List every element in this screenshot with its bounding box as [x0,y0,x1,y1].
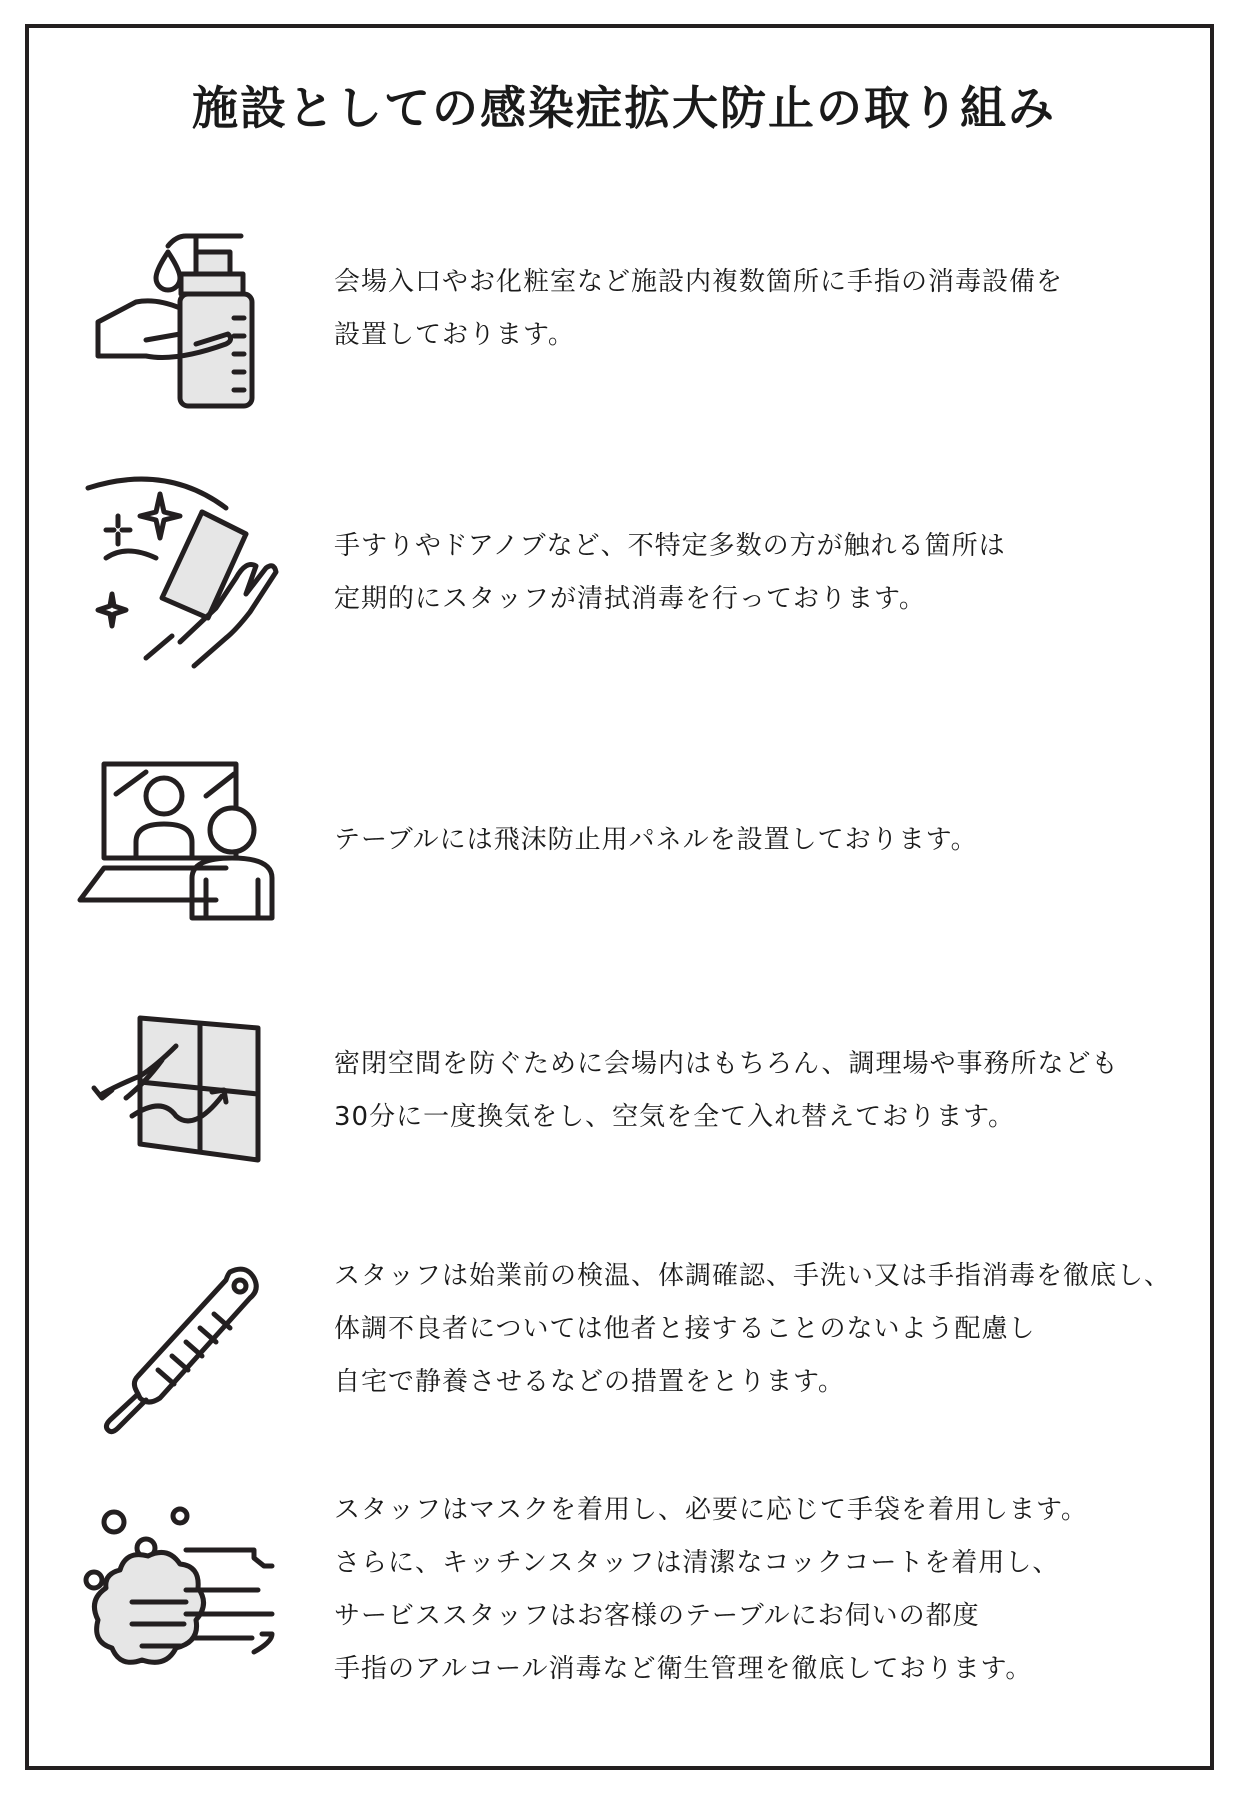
measure-text: スタッフはマスクを着用し、必要に応じて手袋を着用します。 さらに、キッチンスタッフは清潔なコックコートを着用し、 サービススタッフはお客様のテーブルにお伺いの都度 手指のアルコール消毒など衛生管理を徹底しております。 [334,1495,1088,1684]
thermometer-icon [76,1250,296,1470]
hand-washing-icon [76,1492,296,1712]
measure-text: 手すりやドアノブなど、不特定多数の方が触れる箇所は 定期的にスタッフが清拭消毒を行っております。 [334,531,1006,614]
measure-text: テーブルには飛沫防止用パネルを設置しております。 [334,825,978,855]
measure-text: 密閉空間を防ぐために会場内はもちろん、調理場や事務所なども 30分に一度換気をし、空気を全て入れ替えております。 [334,1049,1119,1132]
measure-text: 会場入口やお化粧室など施設内複数箇所に手指の消毒設備を 設置しております。 [334,267,1064,350]
wiping-cloth-icon [76,468,296,688]
hand-sanitizer-icon [76,222,296,442]
measure-text: スタッフは始業前の検温、体調確認、手洗い又は手指消毒を徹底し、 体調不良者については他者と接することのないよう配慮し 自宅で静養させるなどの措置をとります。 [334,1261,1172,1397]
partition-panel-icon [76,752,296,972]
page-title: 施設としての感染症拡大防止の取り組み [192,81,1056,135]
window-ventilation-icon [76,1006,296,1226]
